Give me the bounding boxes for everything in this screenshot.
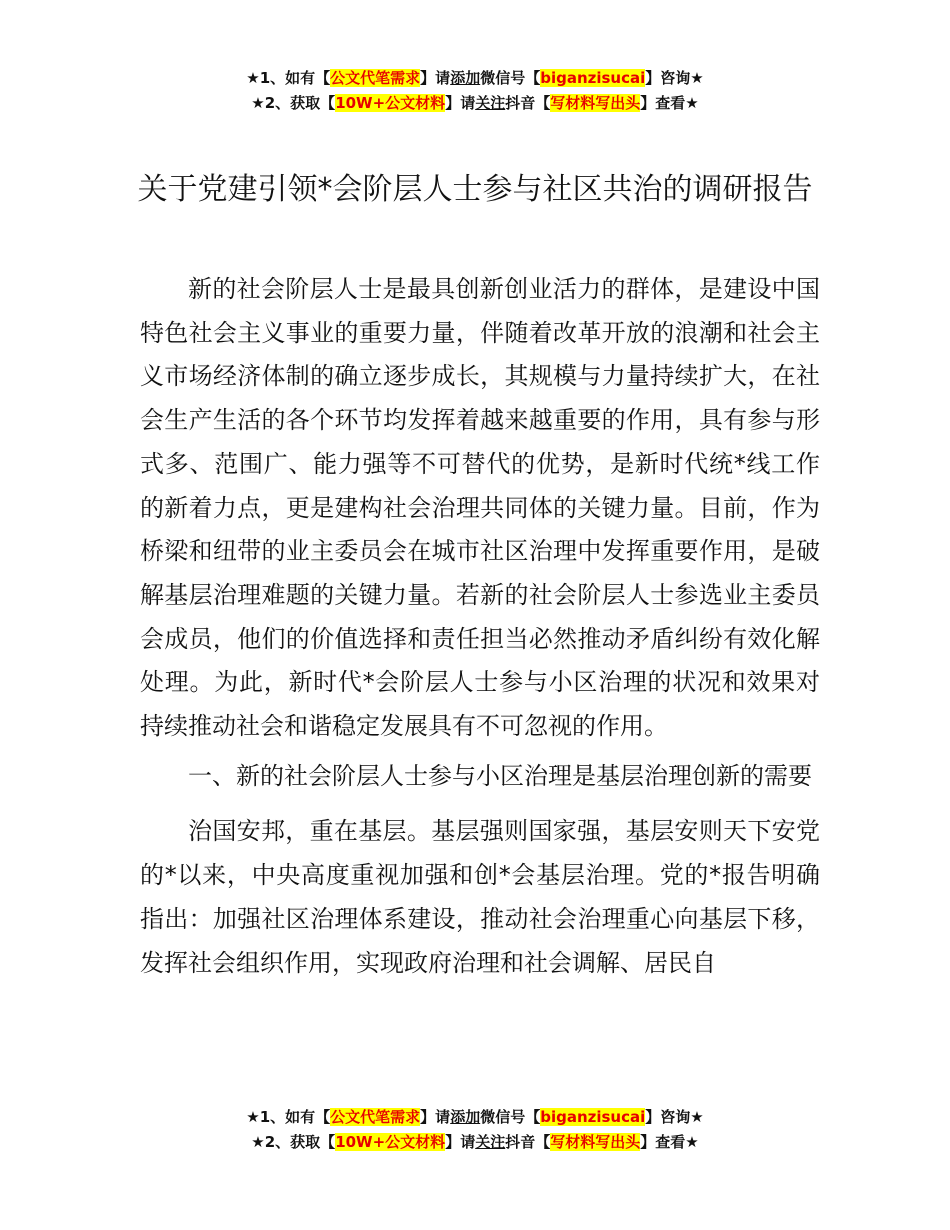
- banner-highlight: biganzisucai: [540, 69, 646, 87]
- banner-underlined-text: 添加: [450, 1108, 481, 1126]
- document-body: [140, 268, 820, 985]
- banner-line-2: [0, 1130, 950, 1155]
- banner-text: 】请: [420, 69, 451, 87]
- banner-text: ★2、获取【: [251, 1133, 336, 1151]
- banner-text: ★2、获取【: [251, 94, 336, 112]
- banner-text: 抖音【: [505, 1133, 551, 1151]
- document-title: 关于党建引领*会阶层人士参与社区共治的调研报告: [137, 172, 813, 207]
- body-paragraph: 治国安邦，重在基层。基层强则国家强，基层安则天下安党的*以来，中央高度重视加强和创*会基层治理。党的*报告明确指出：加强社区治理体系建设，推动社会治理重心向基层下移，发挥社会组织作用，实现政府治理和社会调解、居民自: [140, 817, 820, 977]
- banner-text: 抖音【: [505, 94, 551, 112]
- banner-highlight: 公文代笔需求: [330, 1108, 421, 1126]
- banner-highlight: 公文代笔需求: [330, 69, 421, 87]
- banner-line-1: [0, 1105, 950, 1130]
- banner-text: 】请: [445, 94, 476, 112]
- banner-line-2: [0, 91, 950, 116]
- banner-highlight: biganzisucai: [540, 1108, 646, 1126]
- banner-underlined-text: 关注: [475, 94, 506, 112]
- header-promo-banner: [0, 66, 950, 116]
- banner-text: 微信号【: [480, 1108, 541, 1126]
- banner-text: 】查看★: [640, 94, 699, 112]
- banner-highlight: 10W+公文材料: [335, 1133, 446, 1151]
- body-paragraph: 新的社会阶层人士是最具创新创业活力的群体，是建设中国特色社会主义事业的重要力量，伴随着改革开放的浪潮和社会主义市场经济体制的确立逐步成长，其规模与力量持续扩大，在社会生产生活的各个环节均发挥着越来越重要的作用，具有参与形式多、范围广、能力强等不可替代的优势，是新时代统*线工作的新着力点，更是建构社会治理共同体的关键力量。目前，作为桥梁和纽带的业主委员会在城市社区治理中发挥重要作用，是破解基层治理难题的关键力量。若新的社会阶层人士参选业主委员会成员，他们的价值选择和责任担当必然推动矛盾纠纷有效化解处理。为此，新时代*会阶层人士参与小区治理的状况和效果对持续推动社会和谐稳定发展具有不可忽视的作用。: [140, 275, 820, 741]
- banner-text: ★1、如有【: [246, 1108, 331, 1126]
- banner-text: ★1、如有【: [246, 69, 331, 87]
- banner-text: 微信号【: [480, 69, 541, 87]
- banner-text: 】咨询★: [645, 69, 704, 87]
- banner-line-1: [0, 66, 950, 91]
- section-heading: 一、新的社会阶层人士参与小区治理是基层治理创新的需要: [188, 761, 812, 790]
- banner-highlight: 写材料写出头: [550, 1133, 641, 1151]
- banner-highlight: 10W+公文材料: [335, 94, 446, 112]
- banner-underlined-text: 添加: [450, 69, 481, 87]
- banner-highlight: 写材料写出头: [550, 94, 641, 112]
- banner-text: 】请: [420, 1108, 451, 1126]
- banner-underlined-text: 关注: [475, 1133, 506, 1151]
- banner-text: 】查看★: [640, 1133, 699, 1151]
- footer-promo-banner: [0, 1105, 950, 1155]
- banner-text: 】请: [445, 1133, 476, 1151]
- banner-text: 】咨询★: [645, 1108, 704, 1126]
